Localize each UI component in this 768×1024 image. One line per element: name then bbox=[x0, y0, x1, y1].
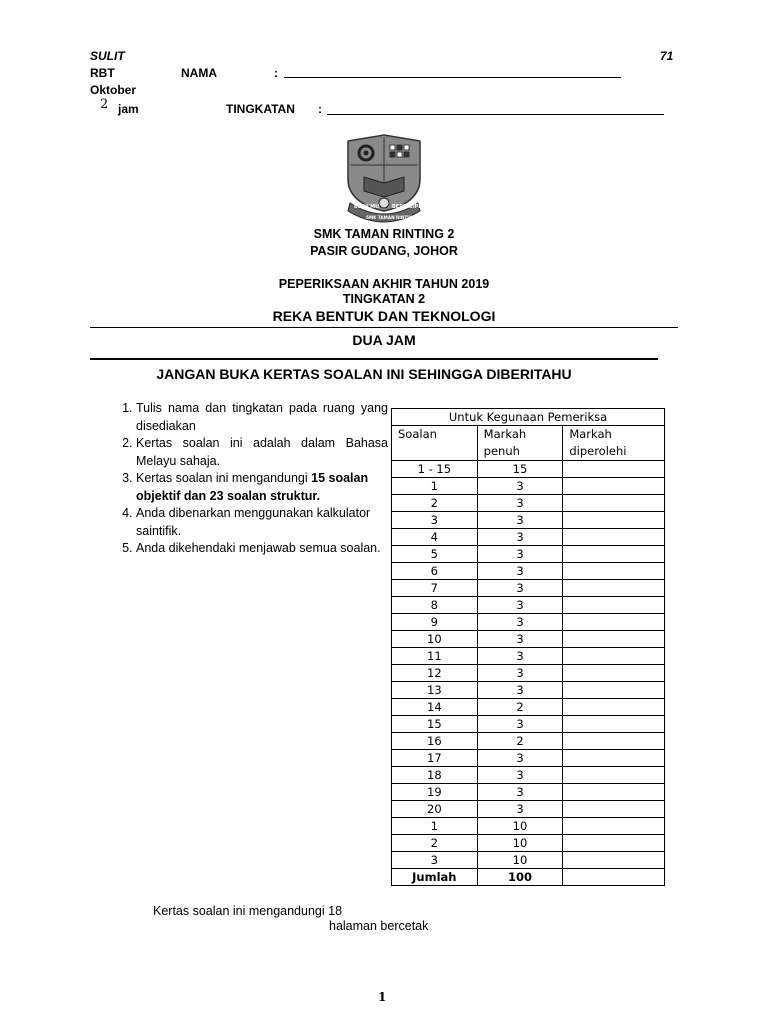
soalan-cell: 18 bbox=[392, 767, 478, 784]
exam-duration: DUA JAM bbox=[352, 332, 416, 348]
soalan-cell: 4 bbox=[392, 529, 478, 546]
soalan-cell: 16 bbox=[392, 733, 478, 750]
crest-motto-left: BERILMU bbox=[354, 204, 380, 210]
soalan-cell: 17 bbox=[392, 750, 478, 767]
instructions-list bbox=[110, 400, 388, 558]
markah-penuh-cell: 2 bbox=[477, 699, 563, 716]
marks-table-title: Untuk Kegunaan Pemeriksa bbox=[392, 409, 665, 426]
soalan-cell: 10 bbox=[392, 631, 478, 648]
pages-note-line2: halaman bercetak bbox=[329, 919, 429, 933]
tingkatan-label: TINGKATAN bbox=[226, 102, 295, 116]
exam-form: TINGKATAN 2 bbox=[342, 292, 426, 306]
oktober-label: Oktober bbox=[90, 83, 137, 97]
soalan-cell: 7 bbox=[392, 580, 478, 597]
soalan-cell: 12 bbox=[392, 665, 478, 682]
total-label: Jumlah bbox=[392, 869, 478, 886]
total-obtained-cell[interactable] bbox=[563, 869, 665, 886]
school-location: PASIR GUDANG, JOHOR bbox=[310, 244, 458, 258]
markah-diperolehi-cell[interactable] bbox=[563, 801, 665, 818]
table-row bbox=[392, 852, 665, 869]
col-markah-diperolehi: Markah diperolehi bbox=[563, 426, 665, 461]
soalan-cell: 8 bbox=[392, 597, 478, 614]
paper-code: 71 bbox=[660, 49, 674, 63]
markah-penuh-cell: 3 bbox=[477, 597, 563, 614]
markah-diperolehi-cell[interactable] bbox=[563, 835, 665, 852]
table-row bbox=[392, 563, 665, 580]
markah-diperolehi-cell[interactable] bbox=[563, 818, 665, 835]
markah-penuh-cell: 10 bbox=[477, 835, 563, 852]
markah-penuh-cell: 3 bbox=[477, 801, 563, 818]
pages-note-line1: Kertas soalan ini mengandungi 18 bbox=[153, 904, 343, 918]
soalan-cell: 6 bbox=[392, 563, 478, 580]
markah-diperolehi-cell[interactable] bbox=[563, 478, 665, 495]
tingkatan-field[interactable] bbox=[327, 114, 664, 115]
page-number: 1 bbox=[378, 990, 387, 1004]
markah-penuh-cell: 3 bbox=[477, 784, 563, 801]
markah-penuh-cell: 3 bbox=[477, 580, 563, 597]
markah-diperolehi-cell[interactable] bbox=[563, 563, 665, 580]
table-row bbox=[392, 835, 665, 852]
markah-diperolehi-cell[interactable] bbox=[563, 784, 665, 801]
markah-penuh-cell: 3 bbox=[477, 716, 563, 733]
table-row bbox=[392, 648, 665, 665]
col-markah-penuh: Markah penuh bbox=[477, 426, 563, 461]
total-value: 100 bbox=[477, 869, 563, 886]
marks-table bbox=[391, 408, 665, 886]
markah-penuh-cell: 3 bbox=[477, 767, 563, 784]
table-row bbox=[392, 733, 665, 750]
markah-diperolehi-cell[interactable] bbox=[563, 597, 665, 614]
soalan-cell: 13 bbox=[392, 682, 478, 699]
table-row bbox=[392, 529, 665, 546]
markah-penuh-cell: 3 bbox=[477, 631, 563, 648]
soalan-cell: 5 bbox=[392, 546, 478, 563]
sulit-label: SULIT bbox=[90, 49, 125, 63]
table-row bbox=[392, 716, 665, 733]
markah-diperolehi-cell[interactable] bbox=[563, 750, 665, 767]
school-crest-icon bbox=[340, 133, 428, 229]
divider-top bbox=[90, 327, 678, 328]
markah-penuh-cell: 3 bbox=[477, 512, 563, 529]
markah-diperolehi-cell[interactable] bbox=[563, 648, 665, 665]
school-name: SMK TAMAN RINTING 2 bbox=[313, 227, 455, 241]
markah-diperolehi-cell[interactable] bbox=[563, 495, 665, 512]
exam-title: PEPERIKSAAN AKHIR TAHUN 2019 bbox=[278, 277, 490, 291]
table-row bbox=[392, 461, 665, 478]
soalan-cell: 9 bbox=[392, 614, 478, 631]
table-row bbox=[392, 818, 665, 835]
markah-penuh-cell: 3 bbox=[477, 546, 563, 563]
exam-subject: REKA BENTUK DAN TEKNOLOGI bbox=[272, 308, 496, 324]
table-row bbox=[392, 784, 665, 801]
markah-penuh-cell: 3 bbox=[477, 495, 563, 512]
nama-field[interactable] bbox=[284, 77, 621, 78]
table-row bbox=[392, 631, 665, 648]
table-row bbox=[392, 699, 665, 716]
nama-label: NAMA bbox=[181, 66, 217, 80]
markah-diperolehi-cell[interactable] bbox=[563, 461, 665, 478]
markah-penuh-cell: 3 bbox=[477, 614, 563, 631]
instruction-item: 1. Tulis nama dan tingkatan pada ruang yang disediakan bbox=[136, 400, 388, 435]
markah-diperolehi-cell[interactable] bbox=[563, 529, 665, 546]
crest-ribbon: SMK TAMAN RINTING 2 bbox=[366, 215, 421, 220]
rbt-label: RBT bbox=[90, 66, 115, 80]
exam-warning: JANGAN BUKA KERTAS SOALAN INI SEHINGGA DIBERITAHU bbox=[156, 366, 572, 382]
table-row bbox=[392, 597, 665, 614]
soalan-cell: 11 bbox=[392, 648, 478, 665]
table-row bbox=[392, 614, 665, 631]
markah-diperolehi-cell[interactable] bbox=[563, 614, 665, 631]
markah-diperolehi-cell[interactable] bbox=[563, 852, 665, 869]
soalan-cell: 1 bbox=[392, 818, 478, 835]
markah-penuh-cell: 3 bbox=[477, 750, 563, 767]
markah-penuh-cell: 3 bbox=[477, 563, 563, 580]
markah-diperolehi-cell[interactable] bbox=[563, 512, 665, 529]
table-row bbox=[392, 682, 665, 699]
soalan-cell: 1 bbox=[392, 478, 478, 495]
crest-motto-right: BERDISIPLIN bbox=[392, 204, 428, 210]
markah-diperolehi-cell[interactable] bbox=[563, 699, 665, 716]
markah-diperolehi-cell[interactable] bbox=[563, 733, 665, 750]
table-row bbox=[392, 665, 665, 682]
soalan-cell: 19 bbox=[392, 784, 478, 801]
markah-penuh-cell: 3 bbox=[477, 648, 563, 665]
markah-penuh-cell: 3 bbox=[477, 682, 563, 699]
soalan-cell: 15 bbox=[392, 716, 478, 733]
markah-diperolehi-cell[interactable] bbox=[563, 665, 665, 682]
table-row bbox=[392, 580, 665, 597]
nama-colon: : bbox=[274, 66, 278, 80]
markah-diperolehi-cell[interactable] bbox=[563, 767, 665, 784]
table-row bbox=[392, 478, 665, 495]
tingkatan-colon: : bbox=[318, 102, 322, 116]
soalan-cell: 20 bbox=[392, 801, 478, 818]
table-row bbox=[392, 495, 665, 512]
hours-number: 2 bbox=[100, 97, 109, 112]
soalan-cell: 3 bbox=[392, 852, 478, 869]
divider-bottom bbox=[90, 358, 658, 360]
markah-diperolehi-cell[interactable] bbox=[563, 580, 665, 597]
jam-label: jam bbox=[118, 102, 139, 116]
soalan-cell: 14 bbox=[392, 699, 478, 716]
table-row bbox=[392, 750, 665, 767]
table-row bbox=[392, 546, 665, 563]
markah-penuh-cell: 10 bbox=[477, 852, 563, 869]
instruction-item: 2. Kertas soalan ini adalah dalam Bahasa Melayu sahaja. bbox=[136, 435, 388, 470]
table-row bbox=[392, 801, 665, 818]
markah-penuh-cell: 2 bbox=[477, 733, 563, 750]
markah-penuh-cell: 15 bbox=[477, 461, 563, 478]
markah-diperolehi-cell[interactable] bbox=[563, 716, 665, 733]
col-soalan: Soalan bbox=[392, 426, 478, 461]
markah-diperolehi-cell[interactable] bbox=[563, 546, 665, 563]
soalan-cell: 3 bbox=[392, 512, 478, 529]
soalan-cell: 2 bbox=[392, 495, 478, 512]
markah-penuh-cell: 3 bbox=[477, 665, 563, 682]
soalan-cell: 2 bbox=[392, 835, 478, 852]
instruction-item: 3. Kertas soalan ini mengandungi 15 soalan objektif dan 23 soalan struktur. bbox=[136, 470, 388, 505]
markah-diperolehi-cell[interactable] bbox=[563, 682, 665, 699]
table-row bbox=[392, 767, 665, 784]
markah-penuh-cell: 10 bbox=[477, 818, 563, 835]
markah-penuh-cell: 3 bbox=[477, 529, 563, 546]
markah-penuh-cell: 3 bbox=[477, 478, 563, 495]
instruction-item: 5. Anda dikehendaki menjawab semua soalan. bbox=[136, 540, 388, 558]
instruction-item: 4. Anda dibenarkan menggunakan kalkulator saintifik. bbox=[136, 505, 388, 540]
soalan-cell: 1 - 15 bbox=[392, 461, 478, 478]
table-row bbox=[392, 512, 665, 529]
markah-diperolehi-cell[interactable] bbox=[563, 631, 665, 648]
